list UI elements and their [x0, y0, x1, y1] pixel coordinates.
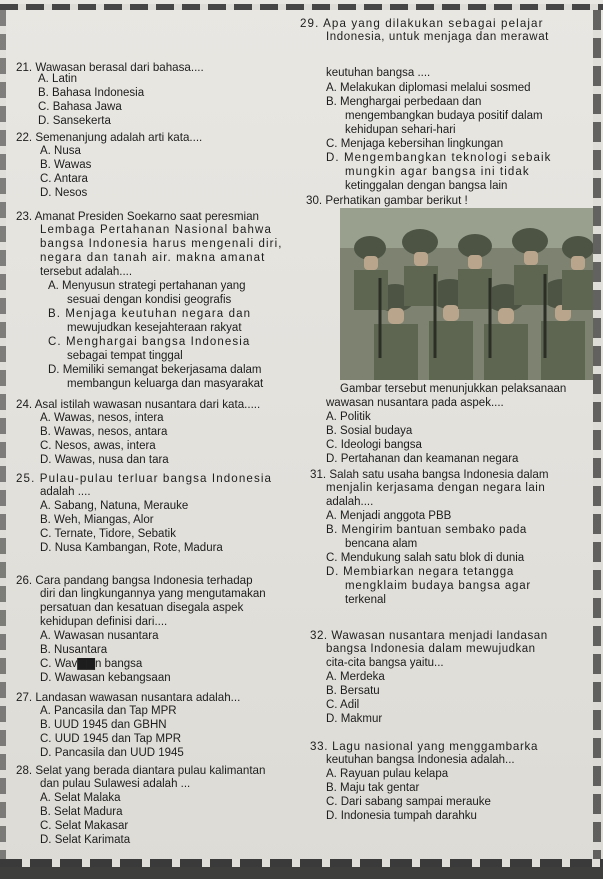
- option-b[interactable]: B. Wawas, nesos, antara: [40, 426, 168, 438]
- option-a[interactable]: A. Wawas, nesos, intera: [40, 412, 164, 424]
- question-stem-line: cita-cita bangsa yaitu...: [326, 657, 444, 669]
- option-a[interactable]: A. Wawasan nusantara: [40, 630, 159, 642]
- option-a-cont: sesuai dengan kondisi geografis: [67, 294, 232, 306]
- option-c-cont: sebagai tempat tinggal: [67, 350, 183, 362]
- option-c[interactable]: C. Menghargai bangsa Indonesia: [48, 336, 251, 348]
- option-c[interactable]: C. Adil: [326, 699, 360, 711]
- option-c[interactable]: C. Ideologi bangsa: [326, 439, 422, 451]
- left-border: [0, 10, 6, 860]
- question-stem: 27. Landasan wawasan nusantara adalah...: [16, 691, 241, 704]
- question-stem: 23. Amanat Presiden Soekarno saat peresmian: [16, 210, 259, 223]
- bottom-strip: [0, 859, 603, 867]
- option-b-cont: bencana alam: [345, 538, 418, 550]
- option-b[interactable]: B. Wawas: [40, 159, 92, 171]
- right-border: [593, 10, 601, 860]
- image-caption: wawasan nusantara pada aspek....: [326, 397, 504, 409]
- question-stem-line: dan pulau Sulawesi adalah ...: [40, 778, 191, 790]
- question-stem: 32. Wawasan nusantara menjadi landasan: [310, 629, 548, 642]
- option-a[interactable]: A. Rayuan pulau kelapa: [326, 768, 449, 780]
- question-stem-line: bangsa Indonesia harus mengenali diri,: [40, 238, 283, 250]
- option-a[interactable]: A. Melakukan diplomasi melalui sosmed: [326, 82, 531, 94]
- option-d[interactable]: D. Wawasan kebangsaan: [40, 672, 171, 684]
- option-b[interactable]: B. Selat Madura: [40, 806, 123, 818]
- option-b-cont: kehidupan sehari-hari: [345, 124, 456, 136]
- option-d[interactable]: D. Sansekerta: [38, 115, 111, 127]
- option-d-cont: mungkin agar bangsa ini tidak: [345, 166, 530, 178]
- option-d[interactable]: D. Mengembangkan teknologi sebaik: [326, 152, 552, 164]
- question-stem-line: tersebut adalah....: [40, 266, 133, 278]
- option-c[interactable]: C. UUD 1945 dan Tap MPR: [40, 733, 182, 745]
- option-d-cont: mengklaim budaya bangsa agar: [345, 580, 532, 592]
- option-b[interactable]: B. Bersatu: [326, 685, 380, 697]
- option-b[interactable]: B. Menjaga keutuhan negara dan: [48, 308, 252, 320]
- option-d[interactable]: D. Pertahanan dan keamanan negara: [326, 453, 519, 465]
- option-c[interactable]: C. Mendukung salah satu blok di dunia: [326, 552, 525, 564]
- question-stem: 33. Lagu nasional yang menggambarka: [310, 740, 539, 753]
- question-stem-line: diri dan lingkungannya yang mengutamakan: [40, 588, 266, 600]
- option-c[interactable]: C. Nesos, awas, intera: [40, 440, 156, 452]
- question-stem-line: adalah....: [326, 496, 374, 508]
- option-a[interactable]: A. Menyusun strategi pertahanan yang: [48, 280, 246, 292]
- option-d[interactable]: D. Makmur: [326, 713, 383, 725]
- question-stem: 26. Cara pandang bangsa Indonesia terhadap: [16, 574, 253, 587]
- top-border: [0, 4, 603, 10]
- question-stem: 25. Pulau-pulau terluar bangsa Indonesia: [16, 472, 273, 485]
- question-stem-line: menjalin kerjasama dengan negara lain: [326, 482, 546, 494]
- option-d-cont: ketinggalan dengan bangsa lain: [345, 180, 508, 192]
- option-d[interactable]: D. Indonesia tumpah darahku: [326, 810, 477, 822]
- image-caption: Gambar tersebut menunjukkan pelaksanaan: [340, 383, 567, 395]
- question-stem: 24. Asal istilah wawasan nusantara dari kata.....: [16, 398, 261, 411]
- option-d[interactable]: D. Pancasila dan UUD 1945: [40, 747, 184, 759]
- option-c[interactable]: C. Dari sabang sampai merauke: [326, 796, 491, 808]
- question-stem: 28. Selat yang berada diantara pulau kalimantan: [16, 764, 266, 777]
- option-b-cont: mengembangkan budaya positif dalam: [345, 110, 543, 122]
- question-stem: 31. Salah satu usaha bangsa Indonesia dalam: [310, 468, 549, 481]
- option-a[interactable]: A. Selat Malaka: [40, 792, 121, 804]
- question-stem-line: Lembaga Pertahanan Nasional bahwa: [40, 224, 272, 236]
- soldiers-illustration: [340, 208, 593, 380]
- option-a[interactable]: A. Sabang, Natuna, Merauke: [40, 500, 189, 512]
- option-a[interactable]: A. Nusa: [40, 145, 81, 157]
- option-a[interactable]: A. Merdeka: [326, 671, 385, 683]
- question-stem-line: persatuan dan kesatuan disegala aspek: [40, 602, 244, 614]
- option-b[interactable]: B. UUD 1945 dan GBHN: [40, 719, 167, 731]
- question-stem: 30. Perhatikan gambar berikut !: [306, 194, 468, 207]
- soldiers-photo: [340, 208, 593, 380]
- option-d[interactable]: D. Memiliki semangat bekerjasama dalam: [48, 364, 262, 376]
- option-c[interactable]: C. Ternate, Tidore, Sebatik: [40, 528, 176, 540]
- option-a[interactable]: A. Latin: [38, 73, 77, 85]
- question-stem: 21. Wawasan berasal dari bahasa....: [16, 61, 204, 74]
- question-stem-line: bangsa Indonesia dalam mewujudkan: [326, 643, 536, 655]
- option-a[interactable]: A. Politik: [326, 411, 371, 423]
- option-c[interactable]: C. Selat Makasar: [40, 820, 129, 832]
- option-b[interactable]: B. Maju tak gentar: [326, 782, 420, 794]
- option-b[interactable]: B. Sosial budaya: [326, 425, 413, 437]
- option-d[interactable]: D. Membiarkan negara tetangga: [326, 566, 515, 578]
- option-a[interactable]: A. Pancasila dan Tap MPR: [40, 705, 177, 717]
- option-d[interactable]: D. Nesos: [40, 187, 88, 199]
- question-stem: 22. Semenanjung adalah arti kata....: [16, 131, 203, 144]
- question-stem: 29. Apa yang dilakukan sebagai pelajar: [300, 17, 544, 30]
- option-b[interactable]: B. Bahasa Indonesia: [38, 87, 145, 99]
- option-c[interactable]: C. Bahasa Jawa: [38, 101, 122, 113]
- question-stem-line: negara dan tanah air. makna amanat: [40, 252, 266, 264]
- option-a[interactable]: A. Menjadi anggota PBB: [326, 510, 452, 522]
- option-b[interactable]: B. Nusantara: [40, 644, 108, 656]
- question-stem-line: keutuhan bangsa ....: [326, 67, 431, 79]
- option-c[interactable]: C. Wav▇▇n bangsa: [40, 658, 143, 670]
- option-d[interactable]: D. Wawas, nusa dan tara: [40, 454, 169, 466]
- question-stem-line: kehidupan definisi dari....: [40, 616, 168, 628]
- option-b[interactable]: B. Menghargai perbedaan dan: [326, 96, 482, 108]
- option-c[interactable]: C. Antara: [40, 173, 88, 185]
- bottom-border: [0, 867, 603, 879]
- option-b[interactable]: B. Mengirim bantuan sembako pada: [326, 524, 527, 536]
- option-d[interactable]: D. Selat Karimata: [40, 834, 131, 846]
- option-b-cont: mewujudkan kesejahteraan rakyat: [67, 322, 242, 334]
- option-b[interactable]: B. Weh, Miangas, Alor: [40, 514, 154, 526]
- question-stem-line: keutuhan bangsa Indonesia adalah...: [326, 754, 515, 766]
- option-d-cont: terkenal: [345, 594, 386, 606]
- option-c[interactable]: C. Menjaga kebersihan lingkungan: [326, 138, 504, 150]
- option-d[interactable]: D. Nusa Kambangan, Rote, Madura: [40, 542, 223, 554]
- option-d-cont: membangun keluarga dan masyarakat: [67, 378, 264, 390]
- question-stem-line: Indonesia, untuk menjaga dan merawat: [326, 31, 549, 43]
- question-stem-line: adalah ....: [40, 486, 91, 498]
